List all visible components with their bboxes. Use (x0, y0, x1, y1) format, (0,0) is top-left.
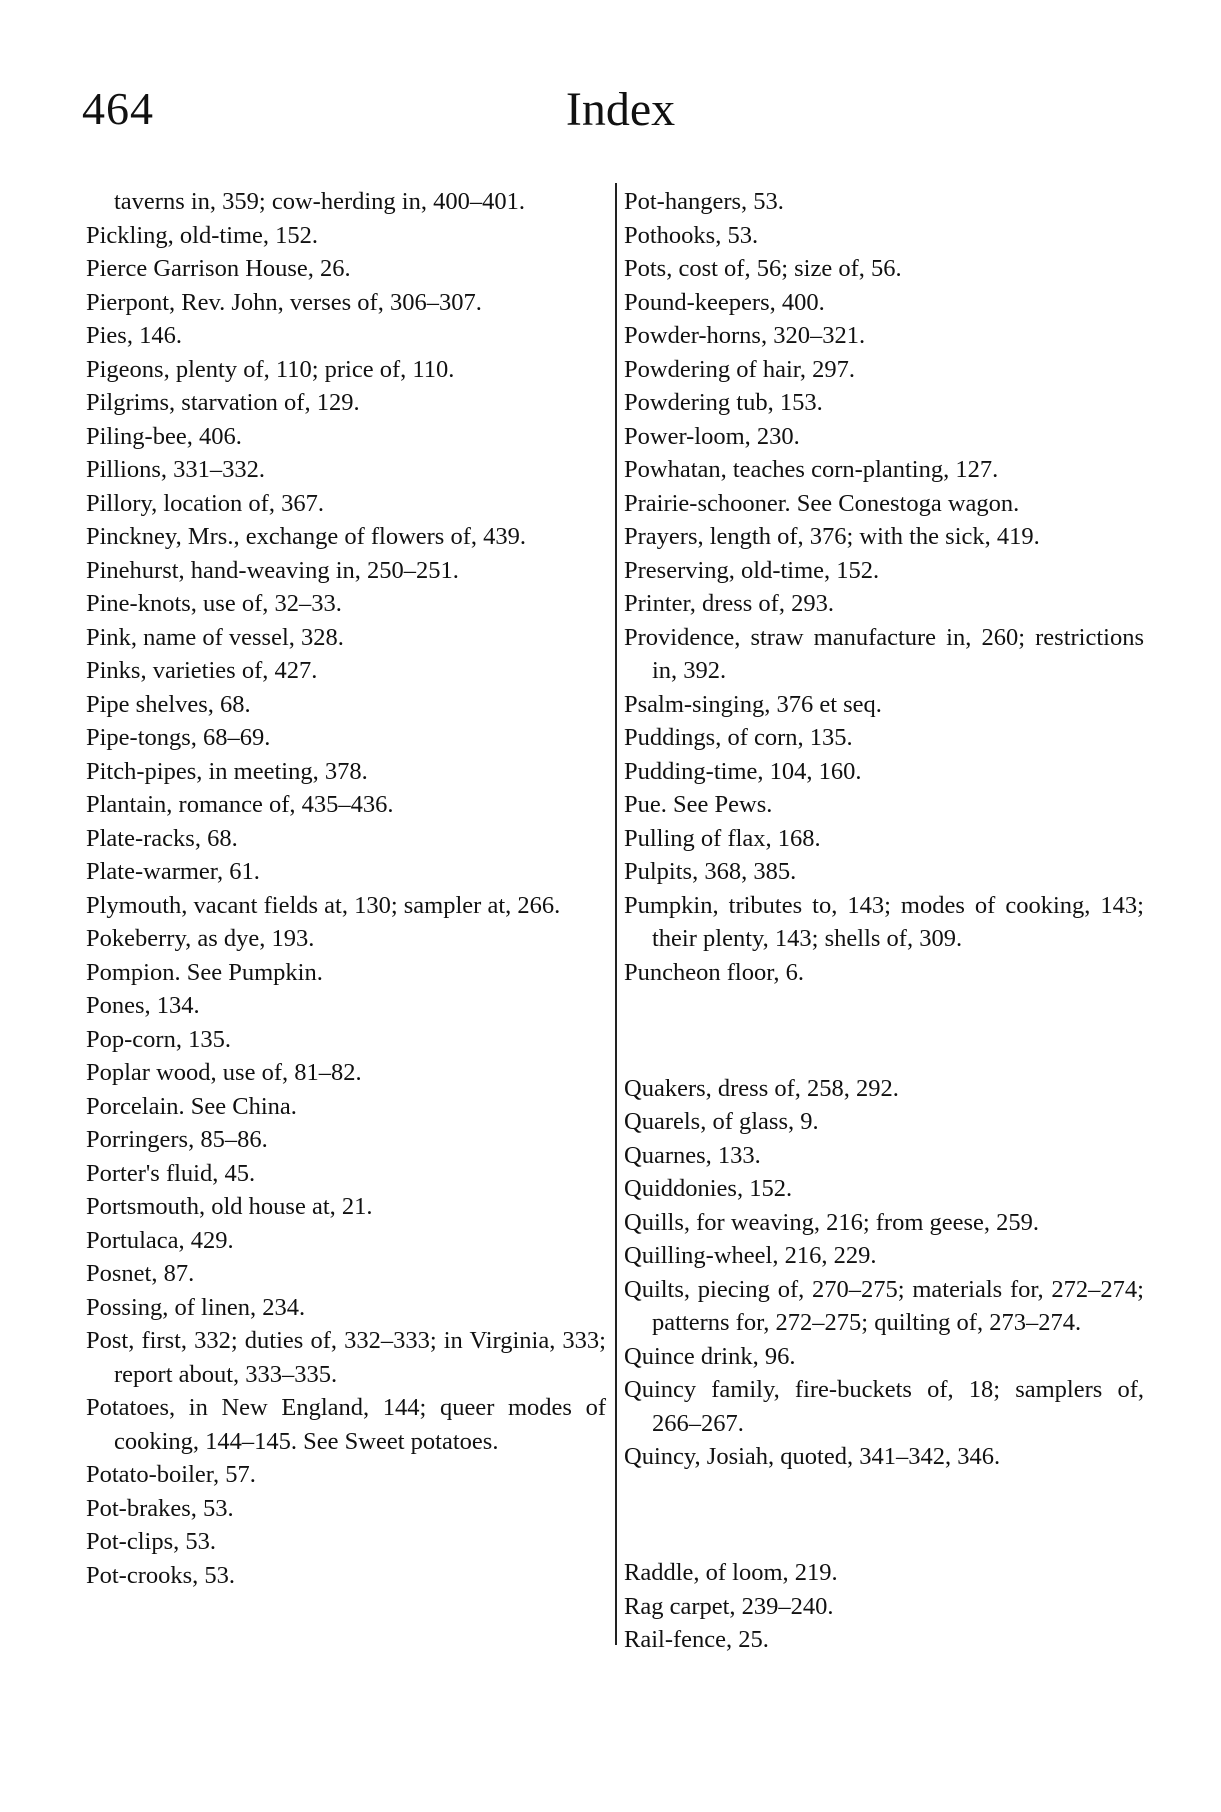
index-entry: Porter's fluid, 45. (86, 1159, 256, 1187)
index-entry: Printer, dress of, 293. (624, 590, 834, 617)
index-entry: Power-loom, 230. (624, 422, 800, 450)
index-entry: Pompion. See Pumpkin. (86, 958, 323, 986)
index-entry: Potatoes, in New England, 144; queer modes of cooking, 144–145. See Sweet potatoes. (86, 1394, 606, 1455)
index-entry: Quincy family, fire-buckets of, 18; samplers of, 266–267. (624, 1376, 1144, 1437)
index-entry: Pinckney, Mrs., exchange of flowers of, 439. (86, 523, 526, 550)
index-entry: Powdering of hair, 297. (624, 355, 856, 383)
index-entry: Quarnes, 133. (624, 1141, 761, 1169)
index-entry: Prayers, length of, 376; with the sick, 419. (624, 523, 1040, 550)
index-entry: Pot-crooks, 53. (86, 1561, 236, 1589)
section-gap (624, 1498, 1144, 1532)
index-entry: Pulling of flax, 168. (624, 824, 821, 852)
index-entry: taverns in, 359; cow-herding in, 400–401. (114, 188, 525, 215)
index-entry: Posnet, 87. (86, 1260, 195, 1287)
index-entry: Pine-knots, use of, 32–33. (86, 590, 342, 617)
index-column-right (624, 185, 1144, 1657)
index-entry: Pokeberry, as dye, 193. (86, 925, 315, 952)
index-entry: Pothooks, 53. (624, 221, 759, 249)
index-entry: Rag carpet, 239–240. (624, 1592, 834, 1620)
index-entry: Pillions, 331–332. (86, 456, 266, 483)
index-entry: Quince drink, 96. (624, 1342, 796, 1370)
index-entry: Powdering tub, 153. (624, 389, 823, 416)
index-entry: Porcelain. See China. (86, 1092, 297, 1120)
index-entry: Pots, cost of, 56; size of, 56. (624, 255, 902, 282)
index-entry: Pot-brakes, 53. (86, 1494, 234, 1522)
index-entry: Poplar wood, use of, 81–82. (86, 1059, 362, 1086)
index-entry: Plantain, romance of, 435–436. (86, 791, 394, 818)
index-entry: Post, first, 332; duties of, 332–333; in Virginia, 333; report about, 333–335. (86, 1327, 606, 1388)
index-entry: Pop-corn, 135. (86, 1025, 231, 1053)
section-gap (624, 1014, 1144, 1048)
index-entry: Pilgrims, starvation of, 129. (86, 389, 360, 416)
index-entry: Pink, name of vessel, 328. (86, 623, 344, 651)
index-entry: Pones, 134. (86, 992, 200, 1019)
index-entry: Quarels, of glass, 9. (624, 1108, 819, 1135)
index-entry: Portsmouth, old house at, 21. (86, 1193, 373, 1220)
index-entry: Pinehurst, hand-weaving in, 250–251. (86, 556, 459, 584)
index-entry: Pound-keepers, 400. (624, 288, 825, 316)
index-entry: Piling-bee, 406. (86, 422, 242, 450)
index-entry: Quilling-wheel, 216, 229. (624, 1242, 877, 1269)
index-entry: Pitch-pipes, in meeting, 378. (86, 757, 368, 785)
index-entry: Pulpits, 368, 385. (624, 858, 797, 885)
index-entry: Pierpont, Rev. John, verses of, 306–307. (86, 288, 482, 316)
index-entry: Quiddonies, 152. (624, 1175, 793, 1202)
index-entry: Pipe shelves, 68. (86, 690, 251, 718)
index-entry: Pot-hangers, 53. (624, 188, 784, 215)
index-column-left (86, 185, 606, 1592)
index-entry: Portulaca, 429. (86, 1226, 234, 1254)
index-entry: Pies, 146. (86, 322, 182, 349)
index-entry: Puncheon floor, 6. (624, 958, 805, 986)
index-entry: Pumpkin, tributes to, 143; modes of cooking, 143; their plenty, 143; shells of, 309. (624, 891, 1144, 952)
index-entry: Quakers, dress of, 258, 292. (624, 1074, 899, 1102)
index-entry: Quincy, Josiah, quoted, 341–342, 346. (624, 1443, 1001, 1470)
index-entry: Plymouth, vacant fields at, 130; sampler at, 266. (86, 891, 561, 919)
index-entry: Preserving, old-time, 152. (624, 556, 880, 584)
index-entry: Pigeons, plenty of, 110; price of, 110. (86, 355, 455, 383)
index-entry: Pierce Garrison House, 26. (86, 255, 351, 282)
index-entry: Porringers, 85–86. (86, 1126, 268, 1153)
index-entry: Raddle, of loom, 219. (624, 1559, 838, 1586)
page-title: Index (565, 83, 676, 136)
page-number: 464 (82, 83, 154, 134)
index-entry: Puddings, of corn, 135. (624, 724, 853, 751)
index-entry: Pillory, location of, 367. (86, 489, 324, 517)
index-entry: Pue. See Pews. (624, 791, 773, 818)
index-entry: Quills, for weaving, 216; from geese, 259. (624, 1208, 1040, 1236)
index-entry: Psalm-singing, 376 et seq. (624, 690, 882, 718)
index-entry: Providence, straw manufacture in, 260; restrictions in, 392. (624, 623, 1144, 684)
index-entry: Plate-warmer, 61. (86, 858, 260, 885)
index-entry: Rail-fence, 25. (624, 1626, 769, 1653)
index-entry: Pinks, varieties of, 427. (86, 657, 318, 684)
index-entry: Plate-racks, 68. (86, 824, 238, 852)
index-entry: Possing, of linen, 234. (86, 1293, 306, 1321)
index-entry: Pickling, old-time, 152. (86, 221, 319, 249)
index-entry: Potato-boiler, 57. (86, 1461, 256, 1488)
index-entry: Powhatan, teaches corn-planting, 127. (624, 456, 999, 483)
index-entry: Pipe-tongs, 68–69. (86, 724, 271, 751)
index-entry: Prairie-schooner. See Conestoga wagon. (624, 489, 1020, 517)
index-entry: Quilts, piecing of, 270–275; materials for, 272–274; patterns for, 272–275; quilting of, 273–274. (624, 1275, 1144, 1336)
index-entry: Pot-clips, 53. (86, 1528, 216, 1555)
index-entry: Pudding-time, 104, 160. (624, 757, 862, 785)
column-divider (615, 183, 617, 1645)
index-entry: Powder-horns, 320–321. (624, 322, 866, 349)
